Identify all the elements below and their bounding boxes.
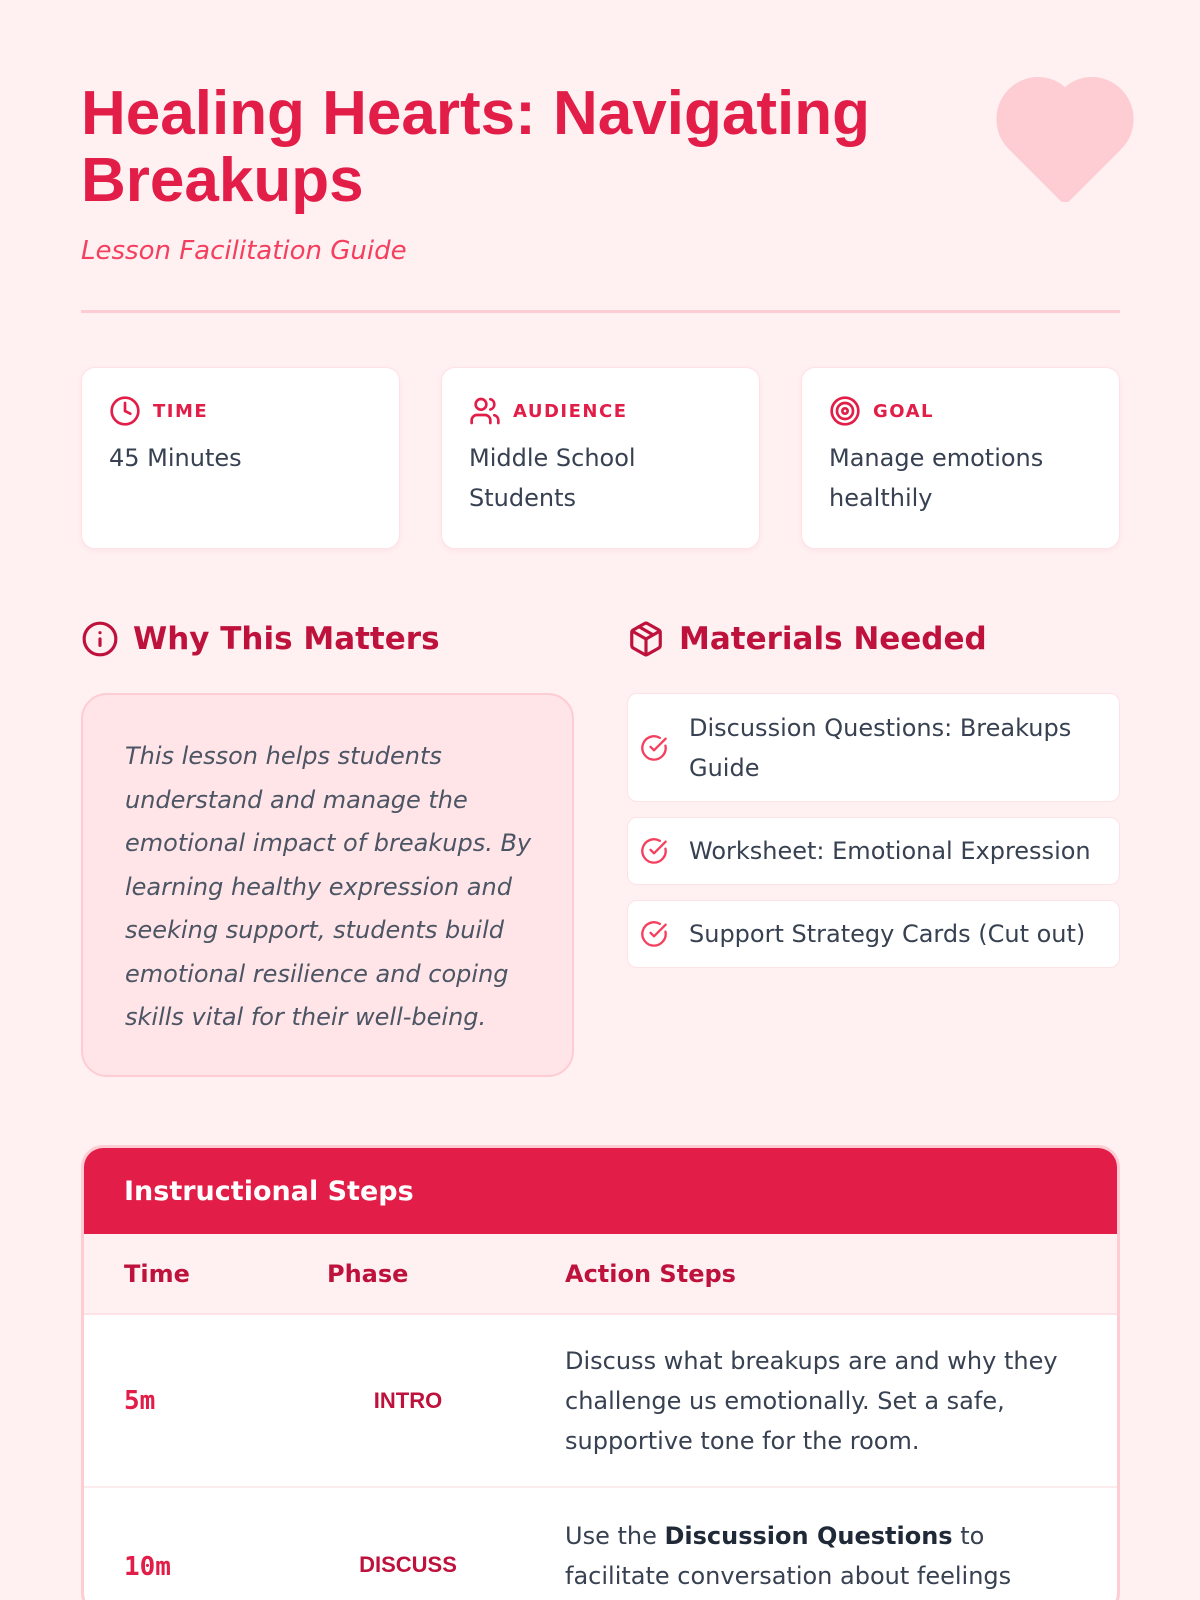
material-label: Worksheet: Emotional Expression (689, 837, 1091, 865)
page-subtitle: Lesson Facilitation Guide (81, 236, 407, 266)
materials-section (627, 617, 1120, 1077)
step-action-emphasis: Discussion Questions (664, 1522, 953, 1550)
step-phase: DISCUSS (359, 1552, 457, 1577)
list-item (627, 817, 1120, 885)
column-header-action: Action Steps (565, 1259, 736, 1288)
step-phase: INTRO (373, 1387, 443, 1413)
card-value: Middle School Students (469, 444, 636, 512)
step-time: 10m (124, 1552, 171, 1582)
materials-list (627, 693, 1120, 968)
lesson-guide-page (81, 0, 1120, 1600)
section-title: Why This Matters (133, 621, 440, 657)
check-circle-icon (640, 837, 668, 865)
target-icon (829, 395, 861, 427)
why-callout (81, 693, 574, 1077)
why-section (81, 617, 574, 1077)
card-value: 45 Minutes (109, 444, 242, 472)
card-label: GOAL (873, 400, 934, 422)
step-action-text: Use the (565, 1522, 665, 1550)
two-column-section (81, 617, 1120, 1077)
section-title: Materials Needed (679, 621, 987, 657)
step-time: 5m (124, 1385, 156, 1416)
clock-icon (109, 395, 141, 427)
header-divider (81, 310, 1120, 313)
card-value: Manage emotions healthily (829, 444, 1044, 512)
why-text: This lesson helps students understand and manage the emotional impact of breakups. By learning healthy expression and seeking support, students build emotional resilience and coping skills vital for their well-being. (125, 742, 532, 1031)
info-card-audience (441, 367, 760, 549)
step-action-text: to facilitate conversation about feelings (565, 1522, 1012, 1590)
step-action (565, 1516, 1081, 1596)
step-action: Discuss what breakups are and why they challenge us emotionally. Set a safe, supportive tone for the room. (565, 1346, 1058, 1455)
list-item (627, 900, 1120, 968)
material-label: Discussion Questions: Breakups Guide (689, 713, 1072, 782)
table-row (84, 1488, 1117, 1600)
package-icon (627, 620, 665, 658)
table-header-bar (84, 1148, 1117, 1234)
page-title: Healing Hearts: Navigating Breakups (81, 79, 870, 215)
table-title: Instructional Steps (124, 1175, 414, 1207)
instructional-steps-table (81, 1145, 1120, 1600)
card-label: AUDIENCE (513, 400, 628, 422)
info-icon (81, 620, 119, 658)
list-item (627, 693, 1120, 802)
info-cards (81, 367, 1120, 549)
header (81, 0, 1120, 313)
material-label: Support Strategy Cards (Cut out) (689, 920, 1086, 948)
check-circle-icon (640, 920, 668, 948)
column-header-time: Time (124, 1259, 190, 1288)
users-icon (469, 395, 501, 427)
table-row (84, 1315, 1117, 1488)
check-circle-icon (640, 734, 668, 762)
card-label: TIME (153, 400, 209, 422)
info-card-time (81, 367, 400, 549)
info-card-goal (801, 367, 1120, 549)
table-column-headers (84, 1234, 1117, 1315)
column-header-phase: Phase (327, 1259, 409, 1288)
heart-icon (990, 70, 1140, 202)
